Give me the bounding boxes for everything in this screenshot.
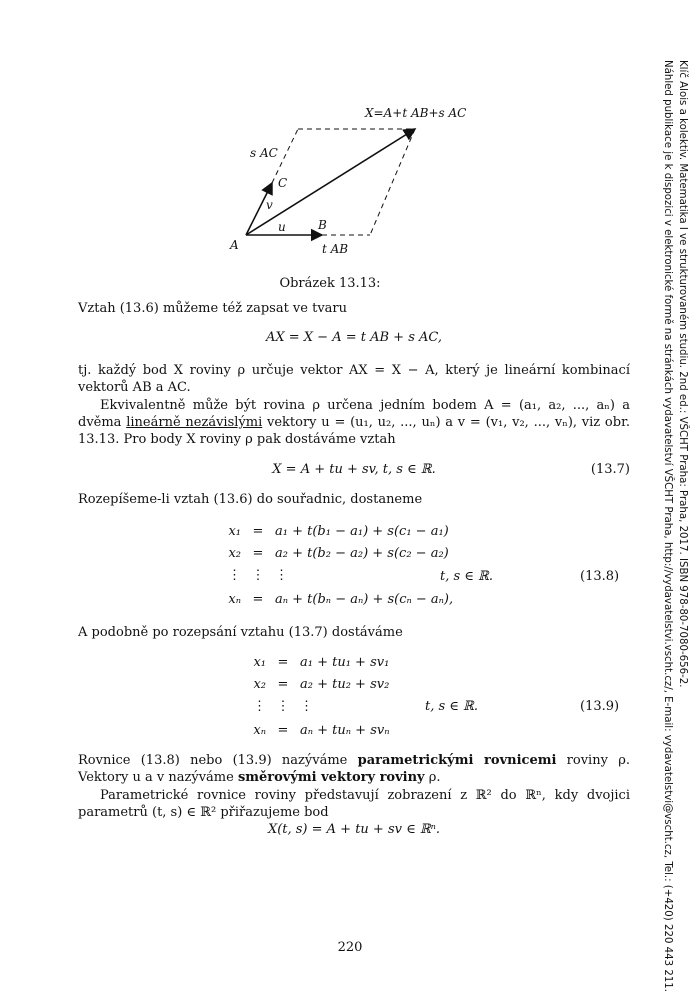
paragraph-3-b: vektory u = (u₁, u₂, ..., uₙ) a v = (v₁, v₂, ..., vₙ), viz obr. 13.13. Pro body X roviny ρ pak dostáváme vztah: [78, 415, 630, 447]
label-sac: s AC: [250, 146, 278, 160]
sys2-op: =: [277, 723, 289, 738]
paragraph-6-c: roviny ρ. Vektory u a v nazýváme: [78, 753, 630, 785]
paragraph-1: Vztah (13.6) můžeme též zapsat ve tvaru: [78, 301, 348, 316]
paragraph-3: [78, 397, 630, 448]
sys2-side-condition: t, s ∈ ℝ.: [425, 699, 478, 714]
sys1-op: =: [252, 546, 264, 561]
parallelogram-figure: [210, 95, 490, 265]
paragraph-7: Parametrické rovnice roviny představují zobrazení z ℝ² do ℝⁿ, kdy dvojici parametrů (t, s) ∈ ℝ² přiřazujeme bod: [78, 788, 630, 820]
equation-2-number: (13.7): [590, 462, 630, 477]
paragraph-4: Rozepíšeme-li vztah (13.6) do souřadnic, dostaneme: [78, 492, 423, 507]
sys1-op: ⋮: [251, 568, 265, 583]
sys1-side-condition: t, s ∈ ℝ.: [440, 569, 493, 584]
paragraph-3-a: Ekvivalentně může být rovina ρ určena jedním bodem A = (a₁, a₂, ..., aₙ) a dvěma: [78, 398, 630, 430]
label-b: B: [318, 218, 327, 232]
equation-2: X = A + tu + sv, t, s ∈ ℝ.: [272, 462, 436, 477]
sys1-rhs: ⋮: [275, 568, 288, 583]
sys1-lhs: x₁: [228, 524, 241, 539]
equation-2-row: [78, 462, 630, 477]
sys2-lhs: ⋮: [253, 699, 266, 714]
dashed-right: [370, 129, 415, 235]
sidebar-line-1: Klíč Alois a kolektiv. Matematika I ve strukturovaném studiu. 2nd ed.: VŠCHT Praha: Praha, 2017. ISBN 978-80-7080-656-2.: [677, 60, 688, 688]
equation-system-2: [238, 655, 438, 745]
sidebar-notice-rotated: [650, 60, 690, 992]
sys1-lhs: xₙ: [228, 592, 241, 607]
term-smerove-vektory: směrovými vektory roviny: [237, 770, 425, 785]
label-x: X=A+t AB+s AC: [365, 106, 467, 120]
sidebar-line-2: Náhled publikace je k dispozici v elektronické formě na stránkách vydavatelství VŠCHT Praha, http://vydavatelstvi.vscht.cz/, E-mail: vydavatelstvi@vscht.cz, Tel.: (+420) 220 443 211.: [662, 60, 673, 992]
sys2-number: (13.9): [580, 699, 620, 714]
equation-1: AX = X − A = t AB + s AC,: [265, 330, 443, 345]
sys1-lhs: ⋮: [228, 568, 241, 583]
sys1-rhs: a₂ + t(b₂ − a₂) + s(c₂ − a₂): [275, 546, 449, 561]
equation-3: X(t, s) = A + tu + sv ∈ ℝⁿ.: [267, 822, 441, 837]
sys2-lhs: xₙ: [253, 723, 266, 738]
sys1-rhs: aₙ + t(bₙ − aₙ) + s(cₙ − aₙ),: [275, 592, 454, 607]
label-tab: t AB: [322, 242, 349, 256]
sys2-rhs: ⋮: [300, 699, 313, 714]
sys1-rhs: a₁ + t(b₁ − a₁) + s(c₁ − a₁): [275, 524, 449, 539]
sys2-rhs: a₂ + tu₂ + sv₂: [300, 677, 390, 692]
figure-caption: Obrázek 13.13:: [279, 276, 381, 291]
sys1-lhs: x₂: [228, 546, 241, 561]
sys1-op: =: [252, 524, 264, 539]
term-parametricke-rovnice: parametrickými rovnicemi: [357, 753, 557, 768]
sys2-lhs: x₁: [253, 655, 266, 670]
paragraph-6: [78, 752, 630, 786]
sys2-op: =: [277, 677, 289, 692]
sys2-op: =: [277, 655, 289, 670]
sys2-rhs: a₁ + tu₁ + sv₁: [300, 655, 390, 670]
label-a: A: [230, 238, 239, 252]
paragraph-2: tj. každý bod X roviny ρ určuje vektor AX = X − A, který je lineární kombinací vektorů AB a AC.: [78, 363, 630, 395]
paragraph-5: A podobně po rozepsání vztahu (13.7) dostáváme: [78, 625, 403, 640]
paragraph-6-a: Rovnice (13.8) nebo (13.9) nazýváme: [78, 753, 358, 768]
sys2-rhs: aₙ + tuₙ + svₙ: [300, 723, 390, 738]
sys2-lhs: x₂: [253, 677, 266, 692]
sidebar-notice: [650, 60, 690, 992]
vector-diagram: [210, 95, 490, 265]
sys1-number: (13.8): [580, 569, 620, 584]
link-linearne-nezavislymi[interactable]: lineárně nezávislými: [126, 415, 263, 430]
equation-system-1: [213, 524, 453, 614]
label-c: C: [278, 176, 288, 190]
paragraph-6-e: ρ.: [424, 770, 441, 785]
vector-ax: [246, 129, 415, 235]
sys1-op: =: [252, 592, 264, 607]
sys2-op: ⋮: [276, 699, 290, 714]
label-u: u: [278, 220, 286, 234]
label-v: v: [266, 198, 273, 212]
page-number: 220: [337, 940, 363, 955]
